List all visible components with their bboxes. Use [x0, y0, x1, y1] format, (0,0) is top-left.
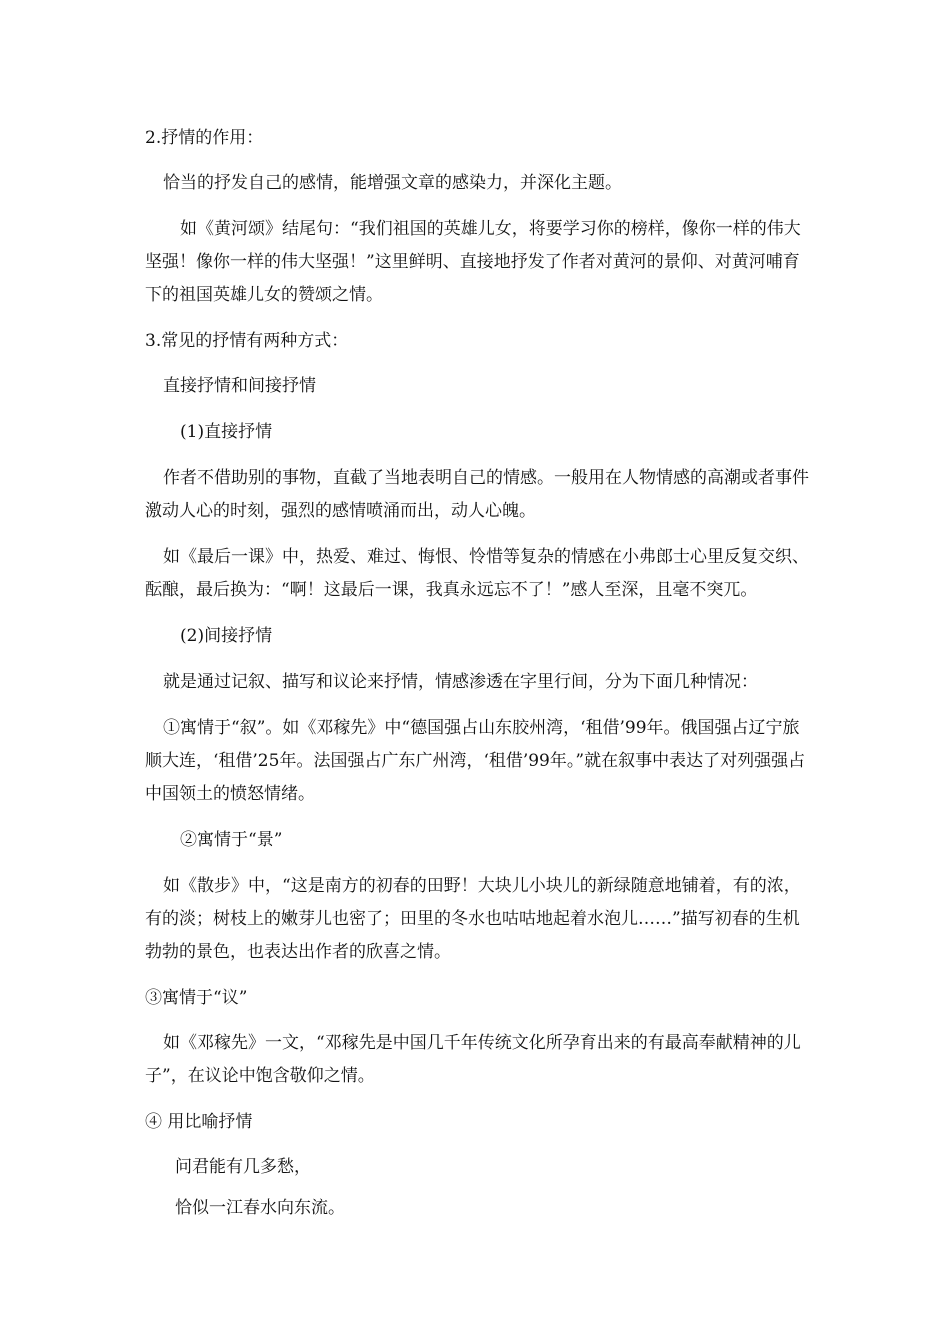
paragraph-emotion-in-narration: ①寓情于“叙”。如《邓稼先》中“德国强占山东胶州湾，‘租借’99年。俄国强占辽宁旅顺大连，‘租借’25年。法国强占广东广州湾，‘租借’99年。”就在叙事中表达了对列强强占中国领土的愤怒情绪。: [145, 718, 806, 804]
section-heading-lyricism-methods: 3.常见的抒情有两种方式：: [145, 331, 349, 351]
paragraph-example-deng-jiaxian: 如《邓稼先》一文，“邓稼先是中国几千年传统文化所孕育出来的有最高奉献精神的儿子”，在议论中饱含敬仰之情。: [145, 1033, 801, 1086]
paragraph-example-walk: 如《散步》中，“这是南方的初春的田野！大块儿小块儿的新绿随意地铺着，有的浓，有的淡；树枝上的嫩芽儿也密了；田里的冬水也咕咕地起着水泡儿……”描写初春的生机勃勃的景色，也表达出作者的欣喜之情。: [145, 876, 801, 962]
subheading-emotion-in-scenery: ②寓情于“景”: [180, 830, 283, 850]
poem-line-2: 恰似一江春水向东流。: [175, 1198, 345, 1218]
section-heading-function-of-lyricism: 2.抒情的作用：: [145, 128, 264, 148]
subheading-indirect-lyricism: (2)间接抒情: [180, 626, 273, 646]
paragraph-example-last-lesson: 如《最后一课》中，热爱、难过、悔恨、怜惜等复杂的情感在小弗郎士心里反复交织、酝酿，最后换为：“啊！这最后一课，我真永远忘不了！”感人至深，且毫不突兀。: [145, 547, 809, 600]
subheading-direct-lyricism: (1)直接抒情: [180, 422, 273, 442]
document-body: [145, 122, 811, 1233]
paragraph-indirect-definition: 就是通过记叙、描写和议论来抒情，情感渗透在字里行间，分为下面几种情况：: [163, 672, 758, 692]
paragraph-direct-definition: 作者不借助别的事物，直截了当地表明自己的情感。一般用在人物情感的高潮或者事件激动人心的时刻，强烈的感情喷涌而出，动人心魄。: [145, 468, 809, 521]
paragraph-two-methods: 直接抒情和间接抒情: [163, 376, 316, 396]
subheading-metaphor-lyricism: ④ 用比喻抒情: [145, 1112, 253, 1132]
paragraph-function-description: 恰当的抒发自己的感情，能增强文章的感染力，并深化主题。: [163, 173, 622, 193]
paragraph-example-yellow-river: 如《黄河颂》结尾句：“我们祖国的英雄儿女，将要学习你的榜样，像你一样的伟大坚强！像你一样的伟大坚强！”这里鲜明、直接地抒发了作者对黄河的景仰、对黄河哺育下的祖国英雄儿女的赞颂之情。: [145, 219, 801, 305]
poem-line-1: 问君能有几多愁，: [175, 1157, 311, 1177]
subheading-emotion-in-discussion: ③寓情于“议”: [145, 988, 248, 1008]
